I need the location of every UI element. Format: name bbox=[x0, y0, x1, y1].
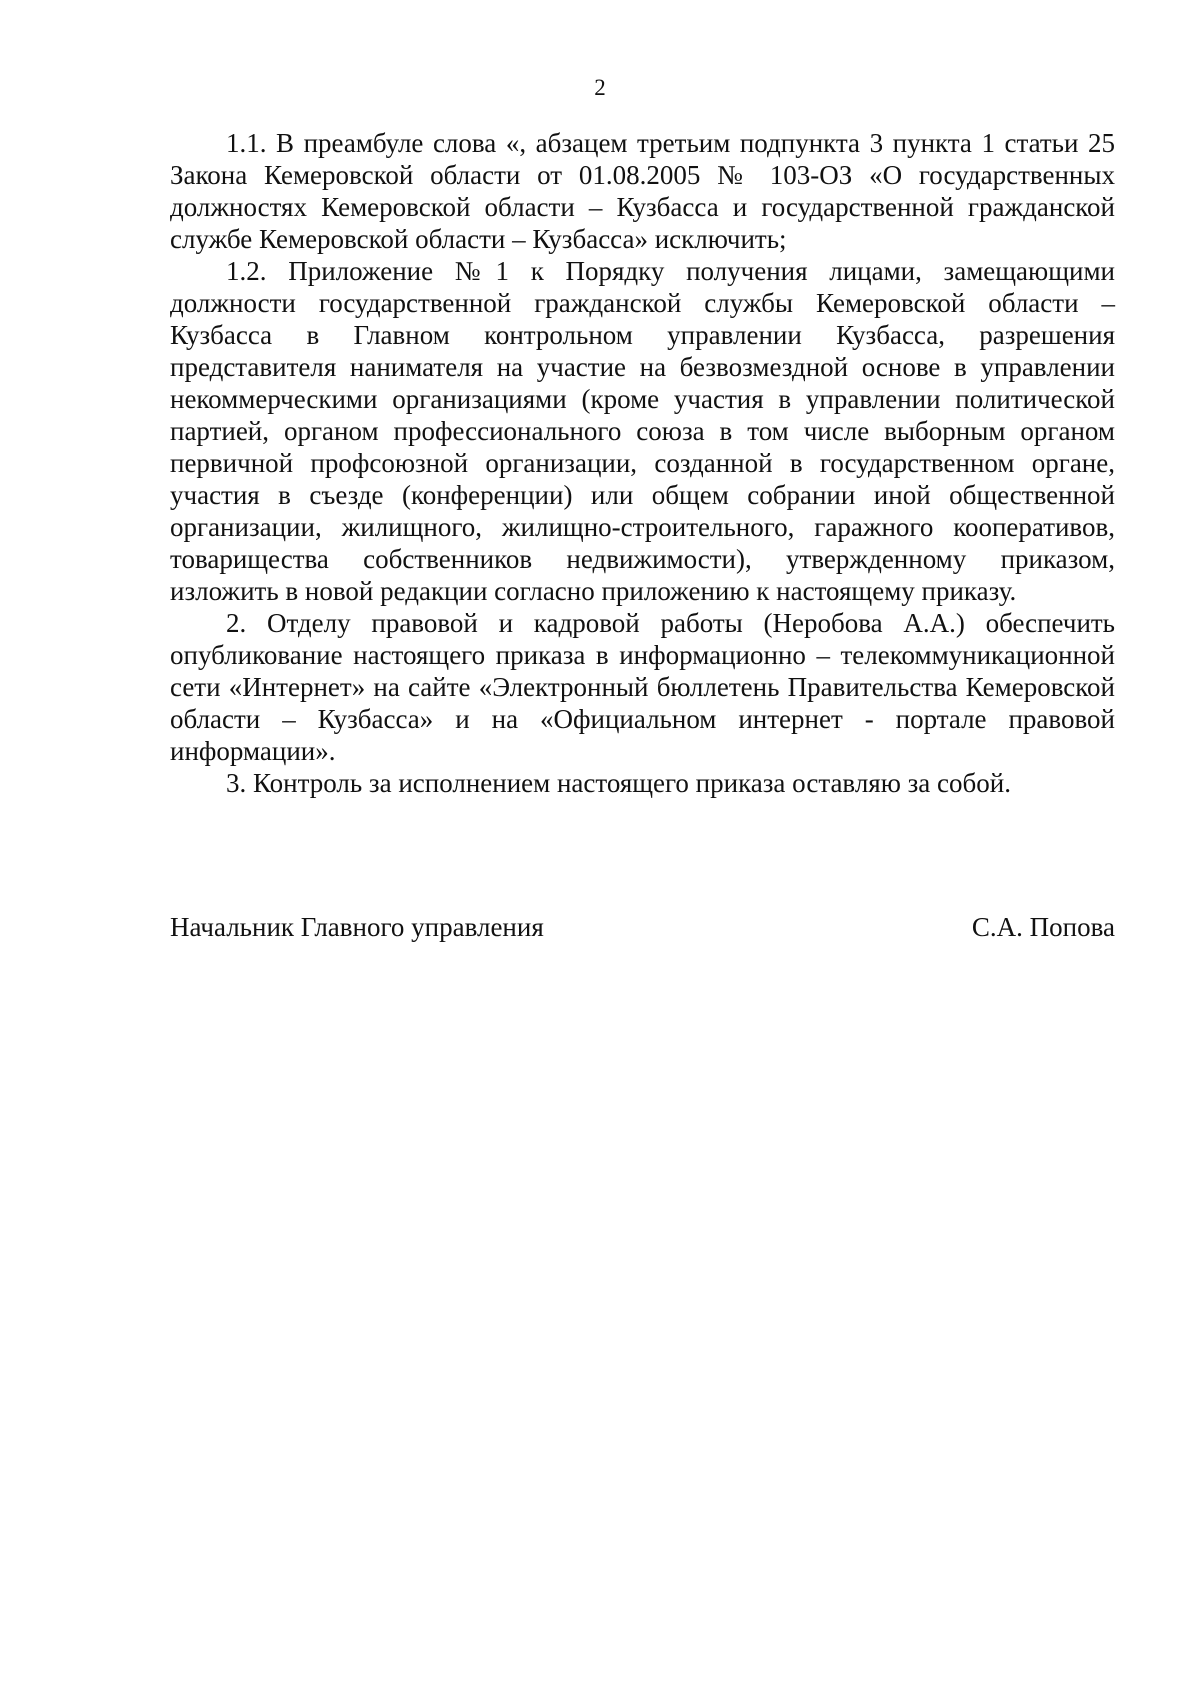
paragraph-2: 2. Отделу правовой и кадровой работы (Неробова А.А.) обеспечить опубликование настоящего приказа в информационно – телекоммуникационной сети «Интернет» на сайте «Электронный бюллетень Правительства Кемеровской области – Кузбасса» и на «Официальном интернет - портале правовой информации». bbox=[170, 608, 1115, 766]
document-body bbox=[170, 127, 1115, 799]
page-number: 2 bbox=[594, 75, 606, 100]
signature-block bbox=[170, 910, 1115, 944]
signatory-position: Начальник Главного управления bbox=[170, 912, 544, 942]
paragraph-1-2: 1.2. Приложение №1 к Порядку получения лицами, замещающими должности государственной гражданской службы Кемеровской области – Кузбасса в Главном контрольном управлении Кузбасса, разрешения представителя нанимателя на участие на безвозмездной основе в управлении некоммерческими организациями (кроме участия в управлении политической партией, органом профессионального союза в том числе выборным органом первичной профсоюзной организации, созданной в государственном органе, участия в съезде (конференции) или общем собрании иной общественной организации, жилищного, жилищно-строительного, гаражного кооперативов, товарищества собственников недвижимости), утвержденному приказом, изложить в новой редакции согласно приложению к настоящему приказу. bbox=[170, 256, 1115, 606]
paragraph-1-1: 1.1. В преамбуле слова «, абзацем третьим подпункта 3 пункта 1 статьи 25 Закона Кемеровской области от 01.08.2005 № 103-ОЗ «О государственных должностях Кемеровской области – Кузбасса и государственной гражданской службе Кемеровской области – Кузбасса» исключить; bbox=[170, 128, 1115, 254]
paragraph-3: 3. Контроль за исполнением настоящего приказа оставляю за собой. bbox=[226, 768, 1011, 798]
signatory-name: С.А. Попова bbox=[971, 912, 1115, 942]
